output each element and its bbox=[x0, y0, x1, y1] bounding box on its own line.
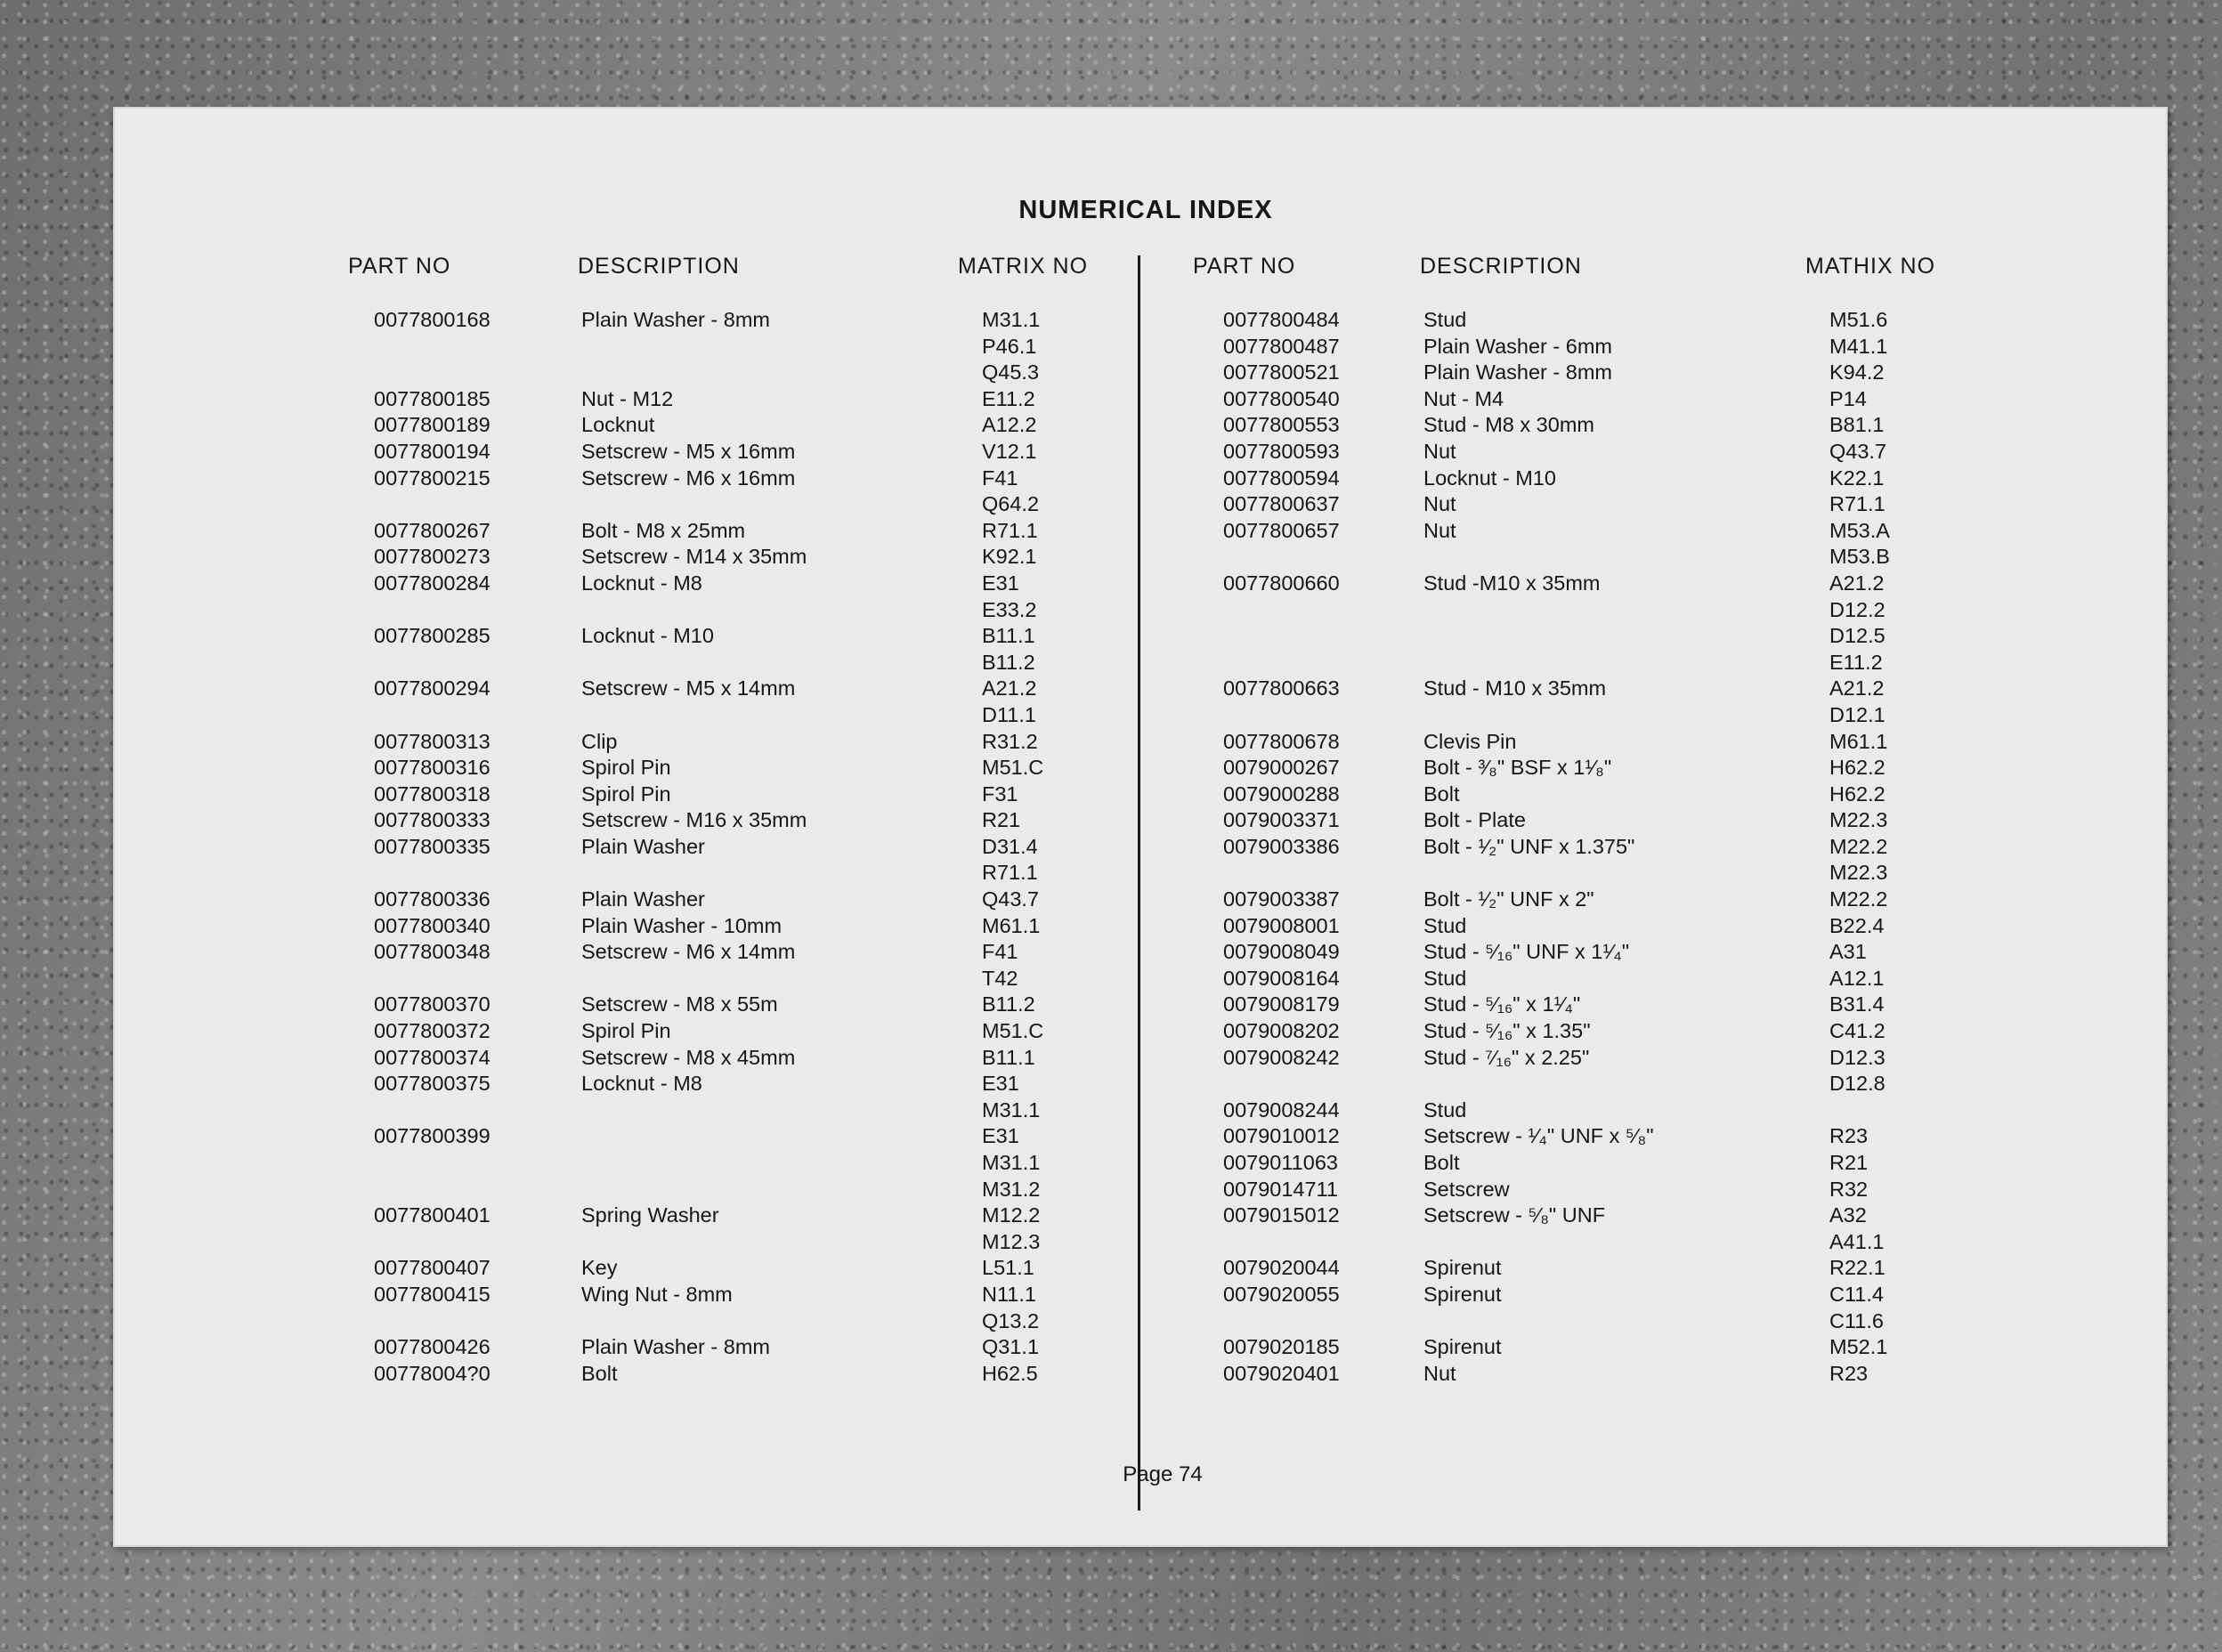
description-cell: Spirenut bbox=[1423, 1335, 1502, 1359]
part-number-cell: 0079020185 bbox=[1223, 1335, 1340, 1359]
matrix-number-cell: M31.1 bbox=[982, 1151, 1041, 1174]
table-row bbox=[113, 966, 2168, 992]
table-row bbox=[113, 518, 2168, 545]
matrix-number-cell: T42 bbox=[982, 966, 1018, 990]
matrix-number-cell: Q13.2 bbox=[982, 1308, 1040, 1332]
matrix-number-cell: A21.2 bbox=[1829, 571, 1885, 595]
table-row bbox=[113, 1071, 2168, 1097]
matrix-number-cell: R21 bbox=[982, 808, 1021, 832]
matrix-number-cell: K22.1 bbox=[1829, 466, 1885, 490]
left-header-part-no: PART NO bbox=[348, 254, 451, 279]
table-row bbox=[113, 1177, 2168, 1203]
index-page bbox=[113, 107, 2168, 1547]
part-number-cell: 0077800593 bbox=[1223, 439, 1340, 463]
description-cell: Spirol Pin bbox=[581, 756, 671, 780]
table-row bbox=[113, 781, 2168, 808]
table-row bbox=[113, 1282, 2168, 1308]
description-cell: Bolt - ¹⁄₂" UNF x 2" bbox=[1423, 887, 1594, 911]
matrix-number-cell: C41.2 bbox=[1829, 1019, 1885, 1043]
matrix-number-cell: C11.6 bbox=[1829, 1308, 1884, 1332]
table-row bbox=[113, 491, 2168, 518]
description-cell: Locknut - M10 bbox=[581, 624, 714, 648]
table-row bbox=[113, 1308, 2168, 1335]
table-row bbox=[113, 1150, 2168, 1177]
description-cell: Clevis Pin bbox=[1423, 729, 1517, 753]
matrix-number-cell: V12.1 bbox=[982, 439, 1037, 463]
description-cell: Locknut - M10 bbox=[1423, 466, 1556, 490]
matrix-number-cell: N11.1 bbox=[982, 1282, 1036, 1306]
matrix-number-cell: B11.1 bbox=[982, 624, 1035, 648]
matrix-number-cell: B81.1 bbox=[1829, 413, 1885, 437]
description-cell: Spirol Pin bbox=[581, 1019, 671, 1043]
matrix-number-cell: M12.2 bbox=[982, 1203, 1041, 1227]
description-cell: Setscrew - M8 x 45mm bbox=[581, 1045, 796, 1069]
matrix-number-cell: E11.2 bbox=[982, 386, 1035, 410]
part-number-cell: 0079000267 bbox=[1223, 756, 1340, 780]
description-cell: Plain Washer - 8mm bbox=[581, 1335, 770, 1359]
table-row bbox=[113, 334, 2168, 360]
table-row bbox=[113, 1255, 2168, 1282]
description-cell: Stud - M10 x 35mm bbox=[1423, 676, 1607, 700]
matrix-number-cell: E31 bbox=[982, 571, 1019, 595]
description-cell: Spirenut bbox=[1423, 1256, 1502, 1280]
part-number-cell: 0077800426 bbox=[374, 1335, 491, 1359]
part-number-cell: 0079010012 bbox=[1223, 1124, 1340, 1148]
description-cell: Stud - ⁵⁄₁₆" x 1¹⁄₄" bbox=[1423, 992, 1581, 1016]
part-number-cell: 0077800194 bbox=[374, 439, 491, 463]
table-row bbox=[113, 676, 2168, 702]
matrix-number-cell: R21 bbox=[1829, 1151, 1869, 1174]
part-number-cell: 0077800594 bbox=[1223, 466, 1340, 490]
description-cell: Setscrew - M5 x 16mm bbox=[581, 439, 796, 463]
description-cell: Plain Washer - 8mm bbox=[1423, 360, 1612, 385]
part-number-cell: 0077800415 bbox=[374, 1282, 491, 1306]
table-row bbox=[113, 702, 2168, 729]
matrix-number-cell: R31.2 bbox=[982, 729, 1038, 753]
description-cell: Spirol Pin bbox=[581, 781, 671, 806]
matrix-number-cell: D12.8 bbox=[1829, 1072, 1885, 1096]
part-number-cell: 0077800185 bbox=[374, 386, 491, 410]
description-cell: Setscrew - M16 x 35mm bbox=[581, 808, 807, 832]
table-row bbox=[113, 571, 2168, 597]
part-number-cell: 0077800285 bbox=[374, 624, 491, 648]
matrix-number-cell: M53.B bbox=[1829, 545, 1890, 569]
matrix-number-cell: A31 bbox=[1829, 940, 1867, 964]
matrix-number-cell: M31.1 bbox=[982, 1097, 1041, 1122]
page-number: Page 74 bbox=[1123, 1462, 1203, 1486]
part-number-cell: 0079014711 bbox=[1223, 1177, 1338, 1201]
table-row bbox=[113, 887, 2168, 913]
part-number-cell: 0077800335 bbox=[374, 834, 491, 858]
matrix-number-cell: R22.1 bbox=[1829, 1256, 1885, 1280]
matrix-number-cell: B11.1 bbox=[982, 1045, 1035, 1069]
description-cell: Setscrew - M14 x 35mm bbox=[581, 545, 807, 569]
matrix-number-cell: R23 bbox=[1829, 1124, 1869, 1148]
description-cell: Nut - M12 bbox=[581, 386, 674, 410]
matrix-number-cell: L51.1 bbox=[982, 1256, 1034, 1280]
matrix-number-cell: M41.1 bbox=[1829, 334, 1888, 358]
part-number-cell: 0079003387 bbox=[1223, 887, 1340, 911]
matrix-number-cell: M22.2 bbox=[1829, 887, 1888, 911]
description-cell: Stud - ⁵⁄₁₆" UNF x 1¹⁄₄" bbox=[1423, 940, 1630, 964]
part-number-cell: 0077800168 bbox=[374, 308, 491, 331]
part-number-cell: 0077800660 bbox=[1223, 571, 1340, 595]
description-cell: Wing Nut - 8mm bbox=[581, 1282, 733, 1306]
matrix-number-cell: M12.3 bbox=[982, 1229, 1041, 1253]
part-number-cell: 0079008202 bbox=[1223, 1019, 1340, 1043]
matrix-number-cell: M31.2 bbox=[982, 1177, 1041, 1201]
description-cell: Setscrew - ⁵⁄₈" UNF bbox=[1423, 1203, 1606, 1227]
part-number-cell: 0079008164 bbox=[1223, 966, 1340, 990]
description-cell: Stud - ⁵⁄₁₆" x 1.35" bbox=[1423, 1019, 1591, 1043]
description-cell: Plain Washer - 6mm bbox=[1423, 334, 1612, 358]
matrix-number-cell: M22.3 bbox=[1829, 861, 1888, 885]
part-number-cell: 0077800318 bbox=[374, 781, 491, 806]
part-number-cell: 0077800348 bbox=[374, 940, 491, 964]
matrix-number-cell: B22.4 bbox=[1829, 913, 1885, 937]
description-cell: Plain Washer bbox=[581, 887, 705, 911]
table-row bbox=[113, 860, 2168, 887]
right-header-description: DESCRIPTION bbox=[1420, 254, 1582, 279]
matrix-number-cell: Q64.2 bbox=[982, 492, 1040, 516]
description-cell: Spirenut bbox=[1423, 1282, 1502, 1306]
matrix-number-cell: E33.2 bbox=[982, 597, 1037, 621]
description-cell: Nut bbox=[1423, 1361, 1456, 1385]
matrix-number-cell: M52.1 bbox=[1829, 1335, 1888, 1359]
part-number-cell: 0077800273 bbox=[374, 545, 491, 569]
part-number-cell: 0077800484 bbox=[1223, 308, 1340, 331]
description-cell: Setscrew - M8 x 55m bbox=[581, 992, 778, 1016]
description-cell: Stud bbox=[1423, 966, 1467, 990]
part-number-cell: 0079015012 bbox=[1223, 1203, 1340, 1227]
matrix-number-cell: Q43.7 bbox=[982, 887, 1040, 911]
part-number-cell: 0077800340 bbox=[374, 913, 491, 937]
left-header-matrix-no: MATRIX NO bbox=[958, 254, 1089, 279]
part-number-cell: 00778004?0 bbox=[374, 1361, 491, 1385]
part-number-cell: 0077800336 bbox=[374, 887, 491, 911]
matrix-number-cell: A21.2 bbox=[1829, 676, 1885, 700]
part-number-cell: 0077800521 bbox=[1223, 360, 1340, 385]
description-cell: Stud - ⁷⁄₁₆" x 2.25" bbox=[1423, 1045, 1590, 1069]
part-number-cell: 0077800189 bbox=[374, 413, 491, 437]
matrix-number-cell: D11.1 bbox=[982, 702, 1036, 726]
table-row bbox=[113, 1229, 2168, 1256]
table-row bbox=[113, 623, 2168, 650]
description-cell: Locknut bbox=[581, 413, 655, 437]
page-title: NUMERICAL INDEX bbox=[1018, 196, 1273, 224]
description-cell: Bolt - ¹⁄₂" UNF x 1.375" bbox=[1423, 834, 1635, 858]
description-cell: Nut - M4 bbox=[1423, 386, 1504, 410]
part-number-cell: 0079008242 bbox=[1223, 1045, 1340, 1069]
description-cell: Plain Washer - 8mm bbox=[581, 308, 770, 331]
part-number-cell: 0077800637 bbox=[1223, 492, 1340, 516]
description-cell: Bolt - M8 x 25mm bbox=[581, 518, 746, 542]
description-cell: Bolt bbox=[1423, 781, 1460, 806]
part-number-cell: 0079011063 bbox=[1223, 1151, 1338, 1174]
table-row bbox=[113, 1361, 2168, 1388]
table-row bbox=[113, 1045, 2168, 1072]
matrix-number-cell: R71.1 bbox=[982, 518, 1038, 542]
description-cell: Plain Washer - 10mm bbox=[581, 913, 783, 937]
description-cell: Bolt bbox=[581, 1361, 618, 1385]
part-number-cell: 0077800401 bbox=[374, 1203, 491, 1227]
table-row bbox=[113, 650, 2168, 676]
description-cell: Setscrew - M6 x 14mm bbox=[581, 940, 796, 964]
matrix-number-cell: R32 bbox=[1829, 1177, 1869, 1201]
matrix-number-cell: M31.1 bbox=[982, 308, 1041, 331]
part-number-cell: 0079008244 bbox=[1223, 1097, 1340, 1122]
table-row bbox=[113, 466, 2168, 492]
matrix-number-cell: F41 bbox=[982, 940, 1018, 964]
description-cell: Bolt - Plate bbox=[1423, 808, 1526, 832]
matrix-number-cell: M22.2 bbox=[1829, 834, 1888, 858]
part-number-cell: 0077800284 bbox=[374, 571, 491, 595]
description-cell: Locknut - M8 bbox=[581, 1072, 702, 1096]
description-cell: Plain Washer bbox=[581, 834, 705, 858]
part-number-cell: 0077800313 bbox=[374, 729, 491, 753]
matrix-number-cell: Q43.7 bbox=[1829, 439, 1887, 463]
matrix-number-cell: P46.1 bbox=[982, 334, 1037, 358]
matrix-number-cell: M51.C bbox=[982, 1019, 1044, 1043]
part-number-cell: 0077800678 bbox=[1223, 729, 1340, 753]
matrix-number-cell: H62.5 bbox=[982, 1361, 1038, 1385]
description-cell: Nut bbox=[1423, 518, 1456, 542]
matrix-number-cell: A41.1 bbox=[1829, 1229, 1885, 1253]
description-cell: Clip bbox=[581, 729, 618, 753]
matrix-number-cell: F41 bbox=[982, 466, 1018, 490]
description-cell: Bolt - ³⁄₈" BSF x 1¹⁄₈" bbox=[1423, 756, 1612, 780]
matrix-number-cell: D12.5 bbox=[1829, 624, 1885, 648]
matrix-number-cell: M61.1 bbox=[1829, 729, 1888, 753]
part-number-cell: 0079020055 bbox=[1223, 1282, 1340, 1306]
part-number-cell: 0077800657 bbox=[1223, 518, 1340, 542]
matrix-number-cell: R71.1 bbox=[982, 861, 1038, 885]
part-number-cell: 0079020044 bbox=[1223, 1256, 1340, 1280]
table-row bbox=[113, 755, 2168, 781]
matrix-number-cell: D12.1 bbox=[1829, 702, 1885, 726]
table-row bbox=[113, 1203, 2168, 1229]
part-number-cell: 0079008179 bbox=[1223, 992, 1340, 1016]
matrix-number-cell: A32 bbox=[1829, 1203, 1867, 1227]
matrix-number-cell: D31.4 bbox=[982, 834, 1038, 858]
matrix-number-cell: H62.2 bbox=[1829, 756, 1885, 780]
matrix-number-cell: Q45.3 bbox=[982, 360, 1040, 385]
part-number-cell: 0079003386 bbox=[1223, 834, 1340, 858]
right-header-part-no: PART NO bbox=[1193, 254, 1296, 279]
description-cell: Key bbox=[581, 1256, 618, 1280]
matrix-number-cell: M53.A bbox=[1829, 518, 1890, 542]
matrix-number-cell: A12.1 bbox=[1829, 966, 1885, 990]
part-number-cell: 0079020401 bbox=[1223, 1361, 1340, 1385]
description-cell: Nut bbox=[1423, 439, 1456, 463]
matrix-number-cell: K94.2 bbox=[1829, 360, 1885, 385]
table-row bbox=[113, 834, 2168, 861]
part-number-cell: 0079008001 bbox=[1223, 913, 1340, 937]
table-row bbox=[113, 939, 2168, 966]
index-table bbox=[113, 307, 2168, 1491]
matrix-number-cell: A12.2 bbox=[982, 413, 1037, 437]
description-cell: Bolt bbox=[1423, 1151, 1460, 1174]
matrix-number-cell: C11.4 bbox=[1829, 1282, 1884, 1306]
part-number-cell: 0079008049 bbox=[1223, 940, 1340, 964]
description-cell: Setscrew - M6 x 16mm bbox=[581, 466, 796, 490]
table-row bbox=[113, 992, 2168, 1018]
part-number-cell: 0077800372 bbox=[374, 1019, 491, 1043]
part-number-cell: 0077800663 bbox=[1223, 676, 1340, 700]
matrix-number-cell: P14 bbox=[1829, 386, 1867, 410]
part-number-cell: 0077800316 bbox=[374, 756, 491, 780]
description-cell: Spring Washer bbox=[581, 1203, 719, 1227]
matrix-number-cell: F31 bbox=[982, 781, 1018, 806]
table-row bbox=[113, 307, 2168, 334]
matrix-number-cell: D12.2 bbox=[1829, 597, 1885, 621]
table-row bbox=[113, 1123, 2168, 1150]
description-cell: Stud bbox=[1423, 308, 1467, 331]
part-number-cell: 0079000288 bbox=[1223, 781, 1340, 806]
description-cell: Stud -M10 x 35mm bbox=[1423, 571, 1601, 595]
part-number-cell: 0077800407 bbox=[374, 1256, 491, 1280]
matrix-number-cell: H62.2 bbox=[1829, 781, 1885, 806]
part-number-cell: 0077800375 bbox=[374, 1072, 491, 1096]
matrix-number-cell: K92.1 bbox=[982, 545, 1037, 569]
part-number-cell: 0077800399 bbox=[374, 1124, 491, 1148]
table-row bbox=[113, 913, 2168, 940]
part-number-cell: 0077800553 bbox=[1223, 413, 1340, 437]
matrix-number-cell: E11.2 bbox=[1829, 650, 1883, 674]
part-number-cell: 0077800370 bbox=[374, 992, 491, 1016]
matrix-number-cell: B11.2 bbox=[982, 650, 1035, 674]
matrix-number-cell: D12.3 bbox=[1829, 1045, 1885, 1069]
matrix-number-cell: E31 bbox=[982, 1124, 1019, 1148]
part-number-cell: 0077800374 bbox=[374, 1045, 491, 1069]
right-header-matrix-no: MATHIX NO bbox=[1805, 254, 1936, 279]
part-number-cell: 0077800333 bbox=[374, 808, 491, 832]
table-row bbox=[113, 360, 2168, 386]
description-cell: Setscrew - M5 x 14mm bbox=[581, 676, 796, 700]
matrix-number-cell: R23 bbox=[1829, 1361, 1869, 1385]
matrix-number-cell: M51.C bbox=[982, 756, 1044, 780]
part-number-cell: 0077800487 bbox=[1223, 334, 1340, 358]
right-column bbox=[113, 307, 2168, 1387]
part-number-cell: 0077800294 bbox=[374, 676, 491, 700]
table-row bbox=[113, 1018, 2168, 1045]
description-cell: Setscrew bbox=[1423, 1177, 1510, 1201]
matrix-number-cell: R71.1 bbox=[1829, 492, 1885, 516]
description-cell: Stud bbox=[1423, 1097, 1467, 1122]
part-number-cell: 0077800540 bbox=[1223, 386, 1340, 410]
description-cell: Nut bbox=[1423, 492, 1456, 516]
matrix-number-cell: B31.4 bbox=[1829, 992, 1885, 1016]
table-row bbox=[113, 1097, 2168, 1124]
table-row bbox=[113, 597, 2168, 624]
description-cell: Locknut - M8 bbox=[581, 571, 702, 595]
matrix-number-cell: E31 bbox=[982, 1072, 1019, 1096]
table-row bbox=[113, 439, 2168, 466]
description-cell: Stud bbox=[1423, 913, 1467, 937]
matrix-number-cell: B11.2 bbox=[982, 992, 1035, 1016]
table-row bbox=[113, 1334, 2168, 1361]
matrix-number-cell: Q31.1 bbox=[982, 1335, 1040, 1359]
table-row bbox=[113, 807, 2168, 834]
table-row bbox=[113, 412, 2168, 439]
matrix-number-cell: M22.3 bbox=[1829, 808, 1888, 832]
matrix-number-cell: M51.6 bbox=[1829, 308, 1888, 331]
part-number-cell: 0077800215 bbox=[374, 466, 491, 490]
description-cell: Setscrew - ¹⁄₄" UNF x ⁵⁄₈" bbox=[1423, 1124, 1654, 1148]
table-row bbox=[113, 544, 2168, 571]
part-number-cell: 0079003371 bbox=[1223, 808, 1340, 832]
part-number-cell: 0077800267 bbox=[374, 518, 491, 542]
description-cell: Stud - M8 x 30mm bbox=[1423, 413, 1594, 437]
left-header-description: DESCRIPTION bbox=[578, 254, 740, 279]
table-row bbox=[113, 386, 2168, 413]
matrix-number-cell: M61.1 bbox=[982, 913, 1041, 937]
matrix-number-cell: A21.2 bbox=[982, 676, 1037, 700]
table-row bbox=[113, 729, 2168, 756]
